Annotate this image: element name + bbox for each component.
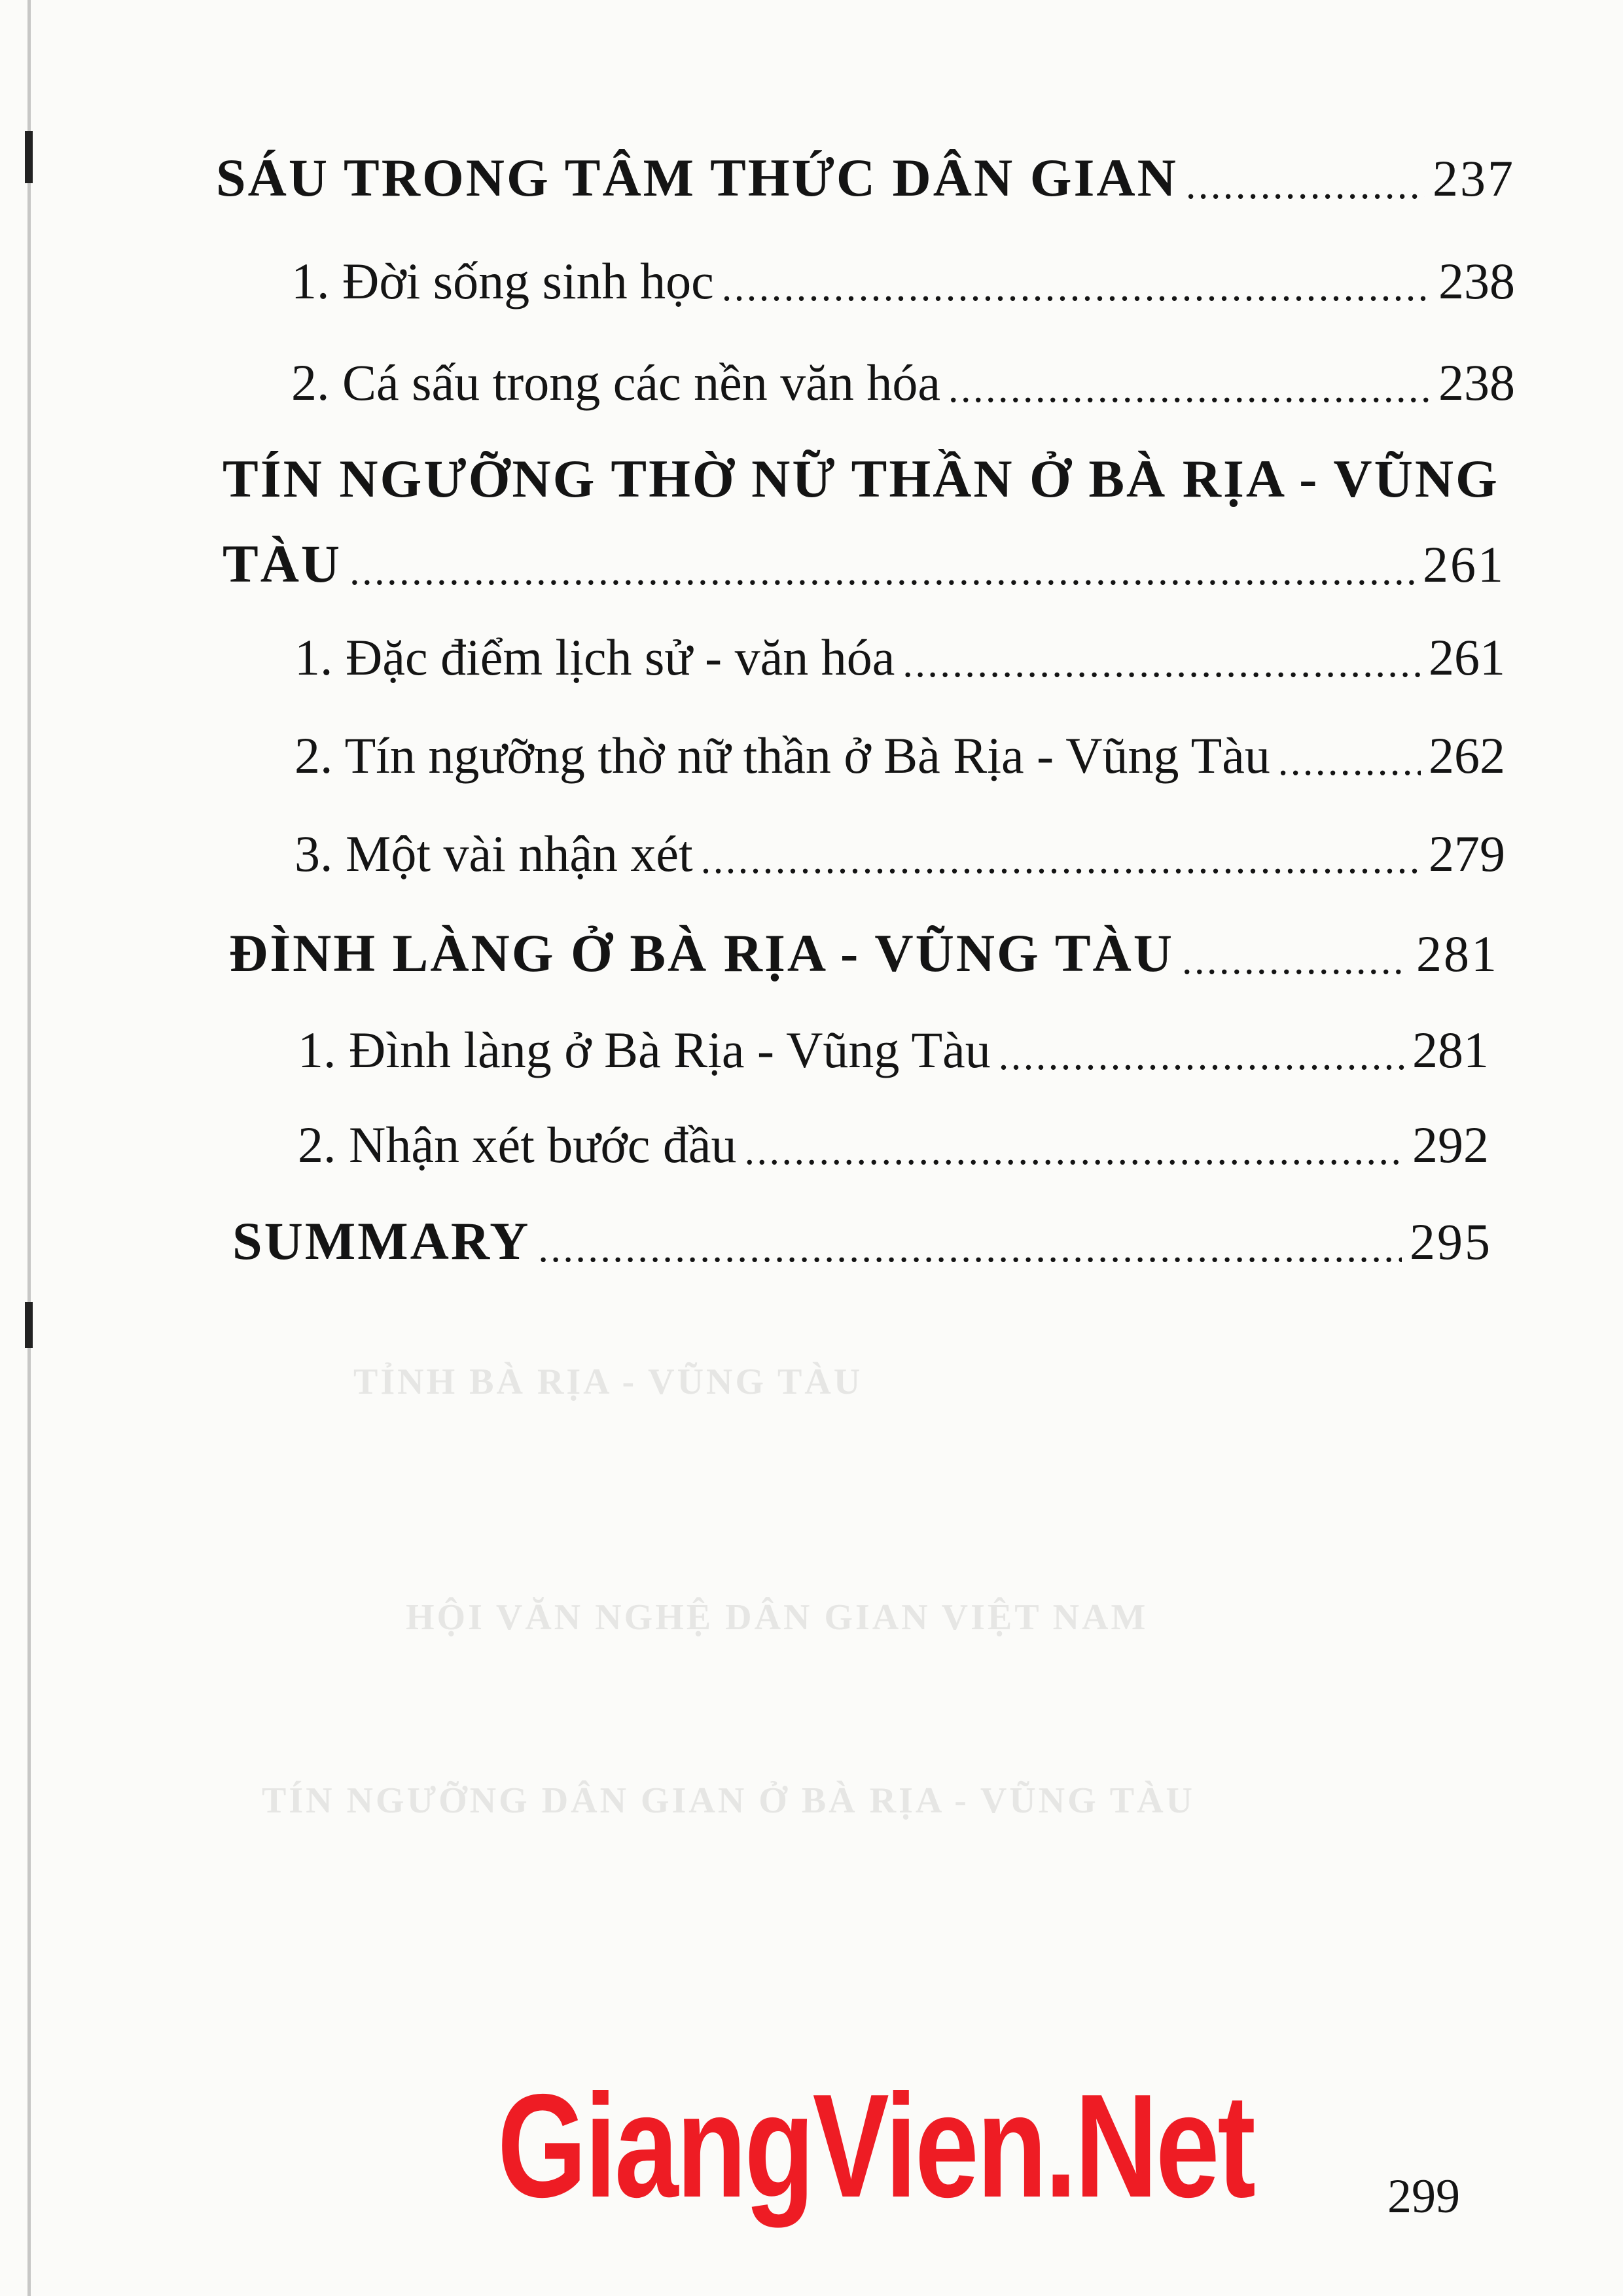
toc-entry-page: 281	[1416, 925, 1499, 982]
dot-leader	[745, 1134, 1404, 1174]
toc-entry-page: 238	[1438, 253, 1515, 309]
toc-entry-page: 261	[1429, 629, 1505, 686]
dot-leader	[722, 270, 1431, 311]
toc-entry-page: 261	[1423, 536, 1505, 593]
toc-entry-page: 281	[1412, 1021, 1489, 1078]
dot-leader	[701, 843, 1421, 883]
dot-leader	[1182, 941, 1408, 984]
dot-leader	[948, 372, 1431, 412]
toc-entry[interactable]	[291, 252, 1515, 311]
toc-entry[interactable]	[298, 1116, 1489, 1174]
dot-leader	[349, 552, 1415, 595]
toc-entry-title-line[interactable]: TÍN NGƯỠNG THỜ NỮ THẦN Ở BÀ RỊA - VŨNG	[223, 449, 1499, 508]
toc-entry-title: 1. Đặc điểm lịch sử - văn hóa	[294, 629, 895, 686]
dot-leader	[1186, 166, 1425, 209]
toc-entry-page: 237	[1433, 150, 1515, 207]
toc-entry[interactable]	[216, 147, 1515, 209]
dot-leader	[999, 1039, 1404, 1080]
toc-entry[interactable]	[232, 1210, 1492, 1272]
toc-entry-title: 2. Nhận xét bước đầu	[298, 1116, 737, 1173]
toc-entry-page: 292	[1412, 1116, 1489, 1173]
book-spine-shadow	[27, 0, 31, 2296]
toc-entry-page: 295	[1410, 1213, 1492, 1270]
toc-entry[interactable]	[294, 726, 1505, 785]
toc-entry-title: 2. Cá sấu trong các nền văn hóa	[291, 354, 940, 411]
dot-leader	[1278, 745, 1421, 785]
toc-entry-title: 1. Đời sống sinh học	[291, 253, 714, 309]
toc-entry-title: TÀU	[223, 534, 342, 593]
toc-entry[interactable]	[229, 923, 1499, 984]
toc-entry-title: 1. Đình làng ở Bà Rịa - Vũng Tàu	[298, 1021, 991, 1078]
toc-entry[interactable]	[294, 824, 1505, 883]
toc-entry[interactable]	[223, 533, 1505, 595]
toc-entry-page: 238	[1438, 354, 1515, 411]
watermark-logo: GiangVien.Net	[497, 2063, 1254, 2228]
dot-leader	[538, 1229, 1402, 1272]
toc-entry-title: 2. Tín ngưỡng thờ nữ thần ở Bà Rịa - Vũng Tàu	[294, 727, 1270, 784]
toc-entry-page: 279	[1429, 825, 1505, 882]
toc-entry[interactable]	[294, 628, 1505, 687]
toc-entry[interactable]	[291, 353, 1515, 412]
toc-entry[interactable]	[298, 1021, 1489, 1080]
spine-mark	[25, 131, 33, 183]
toc-entry-page: 262	[1429, 727, 1505, 784]
page-number: 299	[1387, 2170, 1460, 2223]
toc-entry-title: ĐÌNH LÀNG Ở BÀ RỊA - VŨNG TÀU	[229, 923, 1174, 983]
toc-entry-title: SÁU TRONG TÂM THỨC DÂN GIAN	[216, 148, 1178, 207]
toc-entry-title: 3. Một vài nhận xét	[294, 825, 693, 882]
spine-mark	[25, 1302, 33, 1348]
toc-entry-title: SUMMARY	[232, 1211, 531, 1271]
dot-leader	[902, 646, 1421, 687]
